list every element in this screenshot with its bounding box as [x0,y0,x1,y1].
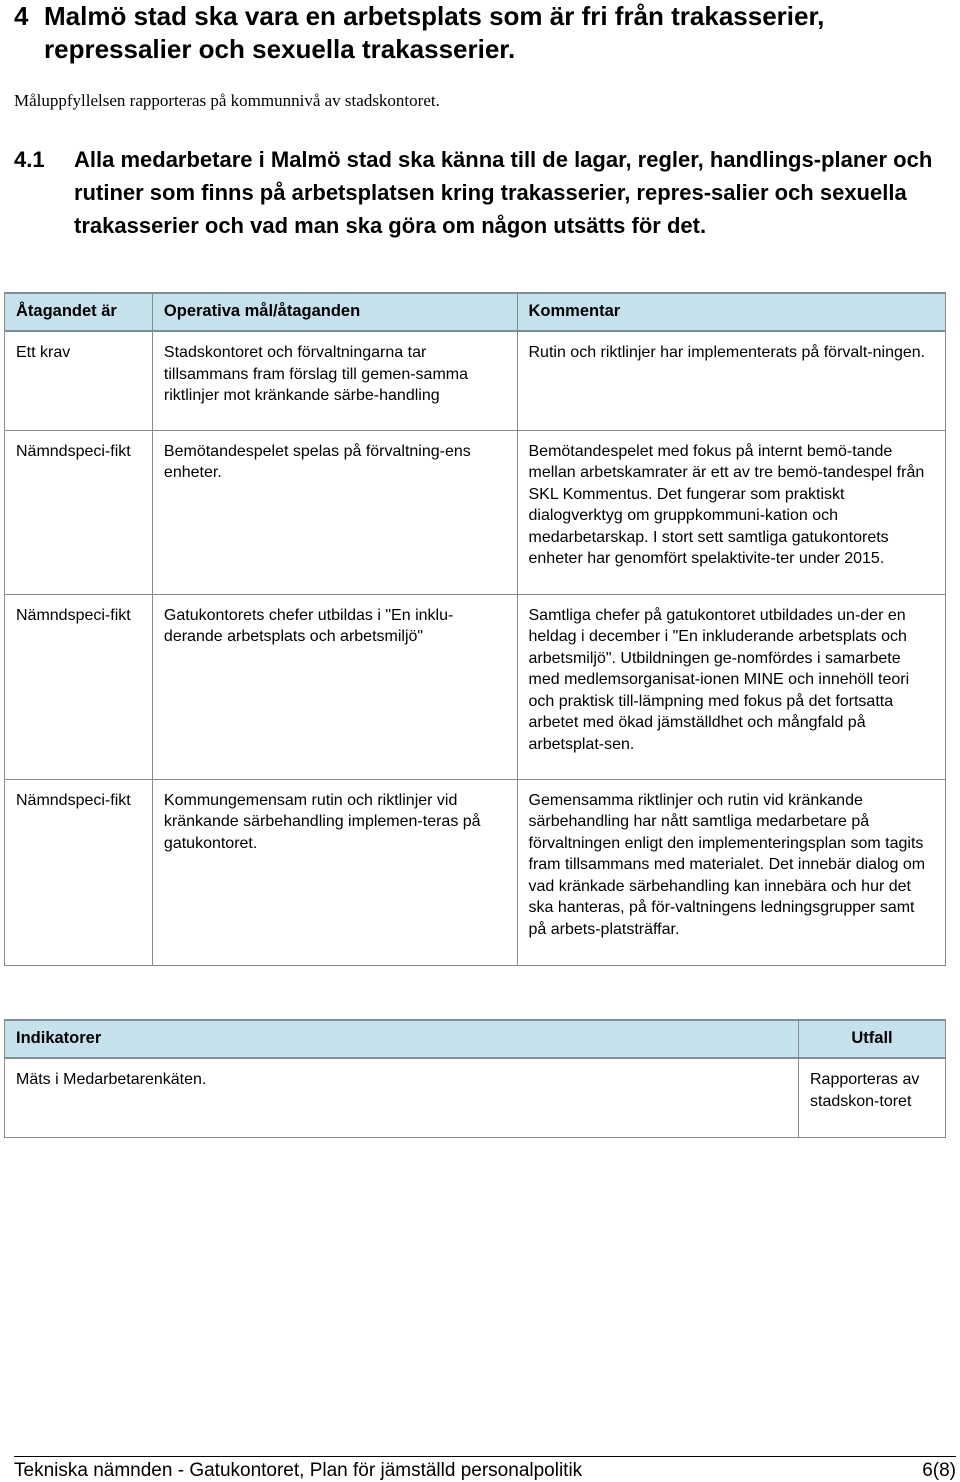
section-title: Malmö stad ska vara en arbetsplats som är fri från trakasserier, repressalier och sexuella trakasserier. [44,1,825,64]
footer-divider [14,1456,956,1457]
cell-outcome: Rapporteras av stadskon-toret [799,1058,946,1138]
section-number: 4 [14,1,29,31]
header-outcome: Utfall [799,1020,946,1058]
indicators-table-header [5,1020,946,1058]
cell-comment: Bemötandespelet med fokus på internt bemö-tande mellan arbetskamrater är ett av tre bemö-tandespel från SKL Kommentus. Det fungerar som praktiskt dialogverktyg om gruppkommuni-kation och medarbetarskap. I stort sett samtliga gatukontorets enheter har genomfört spelaktivite-ter under 2015. [517,430,946,594]
table-row [5,331,946,430]
subsection-heading [14,143,934,242]
cell-goal: Stadskontoret och förvaltningarna tar tillsammans fram förslag till gemen-samma riktlinjer mot kränkande särbe-handling [152,331,517,430]
intro-text: Måluppfyllelsen rapporteras på kommunnivå av stadskontoret. [14,91,440,110]
header-comment: Kommentar [517,293,946,331]
cell-comment: Rutin och riktlinjer har implementerats på förvalt-ningen. [517,331,946,430]
section-heading [14,0,944,66]
footer-title: Tekniska nämnden - Gatukontoret, Plan för jämställd personalpolitik [14,1460,583,1481]
header-commitment-type: Åtagandet är [5,293,153,331]
cell-goal: Kommungemensam rutin och riktlinjer vid kränkande särbehandling implemen-teras på gatukontoret. [152,779,517,965]
goals-table [4,292,946,966]
goals-table-header [5,293,946,331]
header-indicators: Indikatorer [5,1020,799,1058]
cell-goal: Bemötandespelet spelas på förvaltning-ens enheter. [152,430,517,594]
subsection-number: 4.1 [14,147,45,172]
cell-type: Ett krav [5,331,153,430]
cell-comment: Samtliga chefer på gatukontoret utbildades un-der en heldag i december i "En inkluderande arbetsplats och arbetsmiljö". Utbildningen ge-nomfördes i samarbete med medlemsorganisat-ionen MINE och innehöll teori och praktisk till-lämpning med fokus på det fortsatta arbetet med ökad jämställdhet och mångfald på arbetsplat-sen. [517,594,946,779]
table-row [5,1058,946,1138]
cell-type: Nämndspeci-fikt [5,430,153,594]
table-row [5,779,946,965]
table-row [5,594,946,779]
table-row [5,430,946,594]
indicators-table [4,1019,946,1138]
cell-type: Nämndspeci-fikt [5,779,153,965]
cell-comment: Gemensamma riktlinjer och rutin vid kränkande särbehandling har nått samtliga medarbetare på förvaltningen enligt den implementeringsplan som tagits fram tillsammans med materialet. Det innebär dialog om vad kränkade särbehandling kan innebära och hur det ska hanteras, på för-valtningens ledningsgrupper samt på arbets-platsträffar. [517,779,946,965]
header-operative-goals: Operativa mål/åtaganden [152,293,517,331]
cell-goal: Gatukontorets chefer utbildas i "En inklu-derande arbetsplats och arbetsmiljö" [152,594,517,779]
cell-type: Nämndspeci-fikt [5,594,153,779]
cell-indicator: Mäts i Medarbetarenkäten. [5,1058,799,1138]
page-number: 6(8) [922,1460,956,1481]
subsection-title: Alla medarbetare i Malmö stad ska känna till de lagar, regler, handlings-planer och rutiner som finns på arbetsplatsen kring trakasserier, repres-salier och sexuella trakasserier och vad man ska göra om någon utsätts för det. [74,147,933,238]
